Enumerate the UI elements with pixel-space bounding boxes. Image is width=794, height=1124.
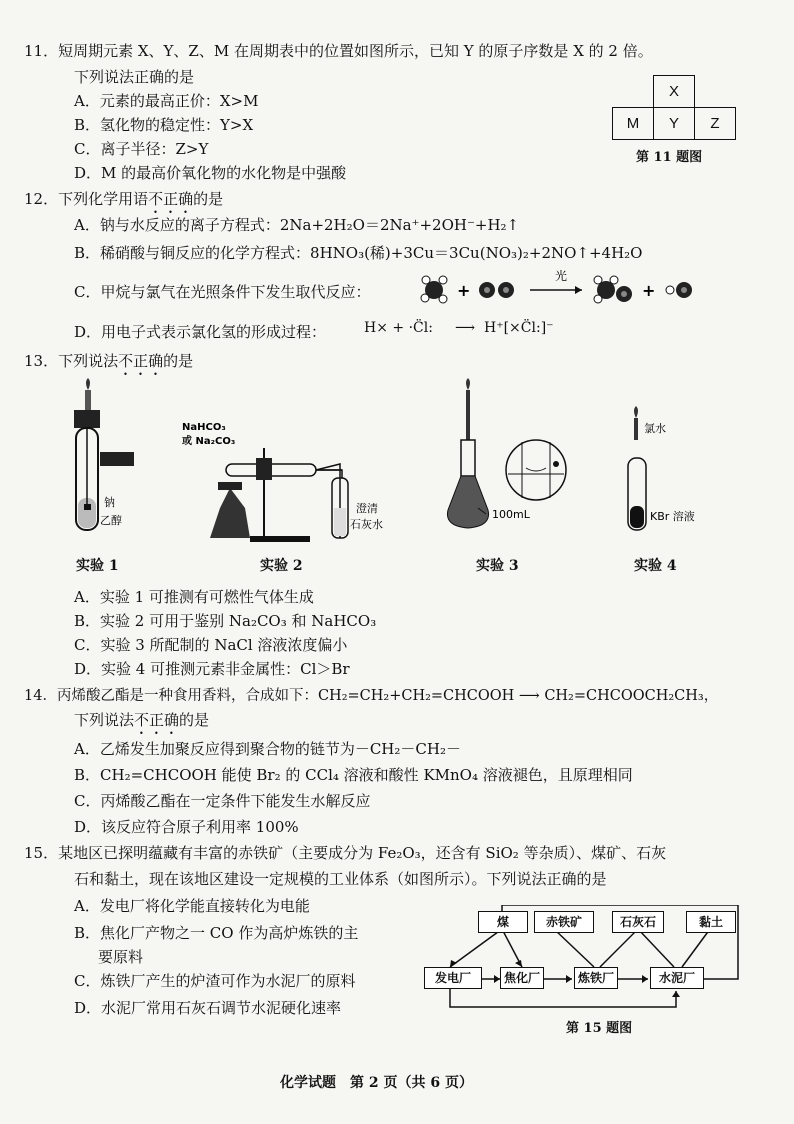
q11-option-d: D．M 的最高价氧化物的水化物是中强酸 xyxy=(74,164,347,182)
cell-x: X xyxy=(654,76,695,108)
q15-stem-2: 石和黏土，现在该地区建设一定规模的工业体系（如图所示）。下列说法正确的是 xyxy=(74,870,607,888)
methane-model xyxy=(421,276,447,303)
chloromethane-model xyxy=(594,276,632,303)
methane-chlorination-figure xyxy=(412,268,712,312)
box-hematite: 赤铁矿 xyxy=(534,911,594,933)
q14-option-c: C．丙烯酸乙酯在一定条件下能发生水解反应 xyxy=(74,792,371,810)
svg-text:+: + xyxy=(457,281,471,300)
q13-stem-emph: 不正确 xyxy=(118,352,164,370)
label-volume: 100mL xyxy=(492,508,530,521)
q12-option-b: B．稀硝酸与铜反应的化学方程式：8HNO₃(稀)+3Cu＝3Cu(NO₃)₂+2NO↑+4H₂O xyxy=(74,244,643,262)
q14-option-b: B．CH₂=CHCOOH 能使 Br₂ 的 CCl₄ 溶液和酸性 KMnO₄ 溶液褪色，且原理相同 xyxy=(74,766,633,784)
label-chlorine-water: 氯水 xyxy=(644,422,666,435)
q15-option-d: D．水泥厂常用石灰石调节水泥硬化速率 xyxy=(74,999,342,1017)
label-limewater-1: 澄清 xyxy=(356,502,378,515)
box-power-plant: 发电厂 xyxy=(424,967,482,989)
q12-option-c: C．甲烷与氯气在光照条件下发生取代反应： xyxy=(74,283,371,301)
caption-experiment-1: 实验 1 xyxy=(76,558,119,574)
q13-stem-post: 的是 xyxy=(163,352,194,370)
caption-experiment-3: 实验 3 xyxy=(476,558,519,574)
cell-y: Y xyxy=(654,108,695,140)
hcl-left: H× + ·C̈l: xyxy=(364,320,433,336)
q14-stem-emph: 不正确 xyxy=(134,711,180,729)
label-kbr: KBr 溶液 xyxy=(650,510,695,523)
q13-option-d: D．实验 4 可推测元素非金属性：Cl＞Br xyxy=(74,660,350,678)
box-cement-plant: 水泥厂 xyxy=(650,967,704,989)
caption-experiment-2: 实验 2 xyxy=(260,558,303,574)
q13-option-c: C．实验 3 所配制的 NaCl 溶液浓度偏小 xyxy=(74,636,348,654)
q11-option-b: B．氢化物的稳定性：Y>X xyxy=(74,116,254,134)
q14-stem-2 xyxy=(74,709,209,738)
experiments-figure xyxy=(60,378,750,548)
q13-stem xyxy=(24,350,193,379)
svg-text:+: + xyxy=(642,281,656,300)
label-nahco3: NaHCO₃ xyxy=(182,422,226,433)
box-coking-plant: 焦化厂 xyxy=(500,967,544,989)
q13-stem-pre: 13．下列说法 xyxy=(24,352,119,370)
box-ironworks: 炼铁厂 xyxy=(574,967,618,989)
q14-option-a: A．乙烯发生加聚反应得到聚合物的链节为－CH₂－CH₂－ xyxy=(74,740,461,758)
caption-experiment-4: 实验 4 xyxy=(634,558,677,574)
q12-stem-post: 的是 xyxy=(193,190,224,208)
q12-option-a: A．钠与水反应的离子方程式：2Na+2H₂O＝2Na⁺+2OH⁻+H₂↑ xyxy=(74,216,520,234)
q14-option-d: D．该反应符合原子利用率 100% xyxy=(74,818,299,836)
experiment-3-apparatus xyxy=(447,378,566,528)
q12-stem-emph: 不正确 xyxy=(148,190,194,208)
q14-stem-pre: 下列说法 xyxy=(74,711,135,729)
q15-option-b-cont: 要原料 xyxy=(98,948,144,966)
page-footer: 化学试题 第 2 页（共 6 页） xyxy=(280,1075,473,1091)
q11-option-c: C．离子半径：Z>Y xyxy=(74,140,209,158)
label-ethanol: 乙醇 xyxy=(100,514,122,527)
cell-z: Z xyxy=(695,108,736,140)
q12-option-d: D．用电子式表示氯化氢的形成过程： xyxy=(74,323,327,341)
box-clay: 黏土 xyxy=(686,911,736,933)
hcl-model xyxy=(666,282,692,298)
box-limestone: 石灰石 xyxy=(612,911,664,933)
q15-option-c: C．炼铁厂产生的炉渣可作为水泥厂的原料 xyxy=(74,972,356,990)
label-na: 钠 xyxy=(104,496,115,509)
periodic-table-figure xyxy=(612,75,736,140)
q14-stem: 14．丙烯酸乙酯是一种食用香料，合成如下：CH₂=CH₂+CH₂=CHCOOH ⟶ CH₂=CHCOOCH₂CH₃， xyxy=(24,688,719,704)
q13-option-b: B．实验 2 可用于鉴别 Na₂CO₃ 和 NaHCO₃ xyxy=(74,612,377,630)
label-na2co3: 或 Na₂CO₃ xyxy=(182,436,236,447)
q15-caption: 第 15 题图 xyxy=(566,1021,633,1036)
cell-m: M xyxy=(613,108,654,140)
q12-stem-pre: 12．下列化学用语 xyxy=(24,190,149,208)
q13-option-a: A．实验 1 可推测有可燃性气体生成 xyxy=(74,588,314,606)
hcl-arrow: ⟶ xyxy=(455,320,476,336)
q15-option-b: B．焦化厂产物之一 CO 作为高炉炼铁的主 xyxy=(74,924,359,942)
q15-stem: 15．某地区已探明蕴藏有丰富的赤铁矿（主要成分为 Fe₂O₃，还含有 SiO₂ 等杂质）、煤矿、石灰 xyxy=(24,844,667,862)
experiment-2-apparatus xyxy=(210,448,348,542)
q12-stem xyxy=(24,188,223,217)
light-label: 光 xyxy=(555,269,568,283)
q11-stem-2: 下列说法正确的是 xyxy=(74,68,195,86)
chlorine-model xyxy=(479,282,514,298)
q14-stem-post: 的是 xyxy=(179,711,210,729)
hcl-right: H⁺[×C̈l:]⁻ xyxy=(484,320,554,336)
box-coal: 煤 xyxy=(478,911,528,933)
q11-caption: 第 11 题图 xyxy=(636,150,703,165)
label-limewater-2: 石灰水 xyxy=(350,518,383,531)
q15-option-a: A．发电厂将化学能直接转化为电能 xyxy=(74,897,310,915)
q11-option-a: A．元素的最高正价：X>M xyxy=(74,92,259,110)
q11-stem: 11．短周期元素 X、Y、Z、M 在周期表中的位置如图所示，已知 Y 的原子序数是 X 的 2 倍。 xyxy=(24,42,653,60)
